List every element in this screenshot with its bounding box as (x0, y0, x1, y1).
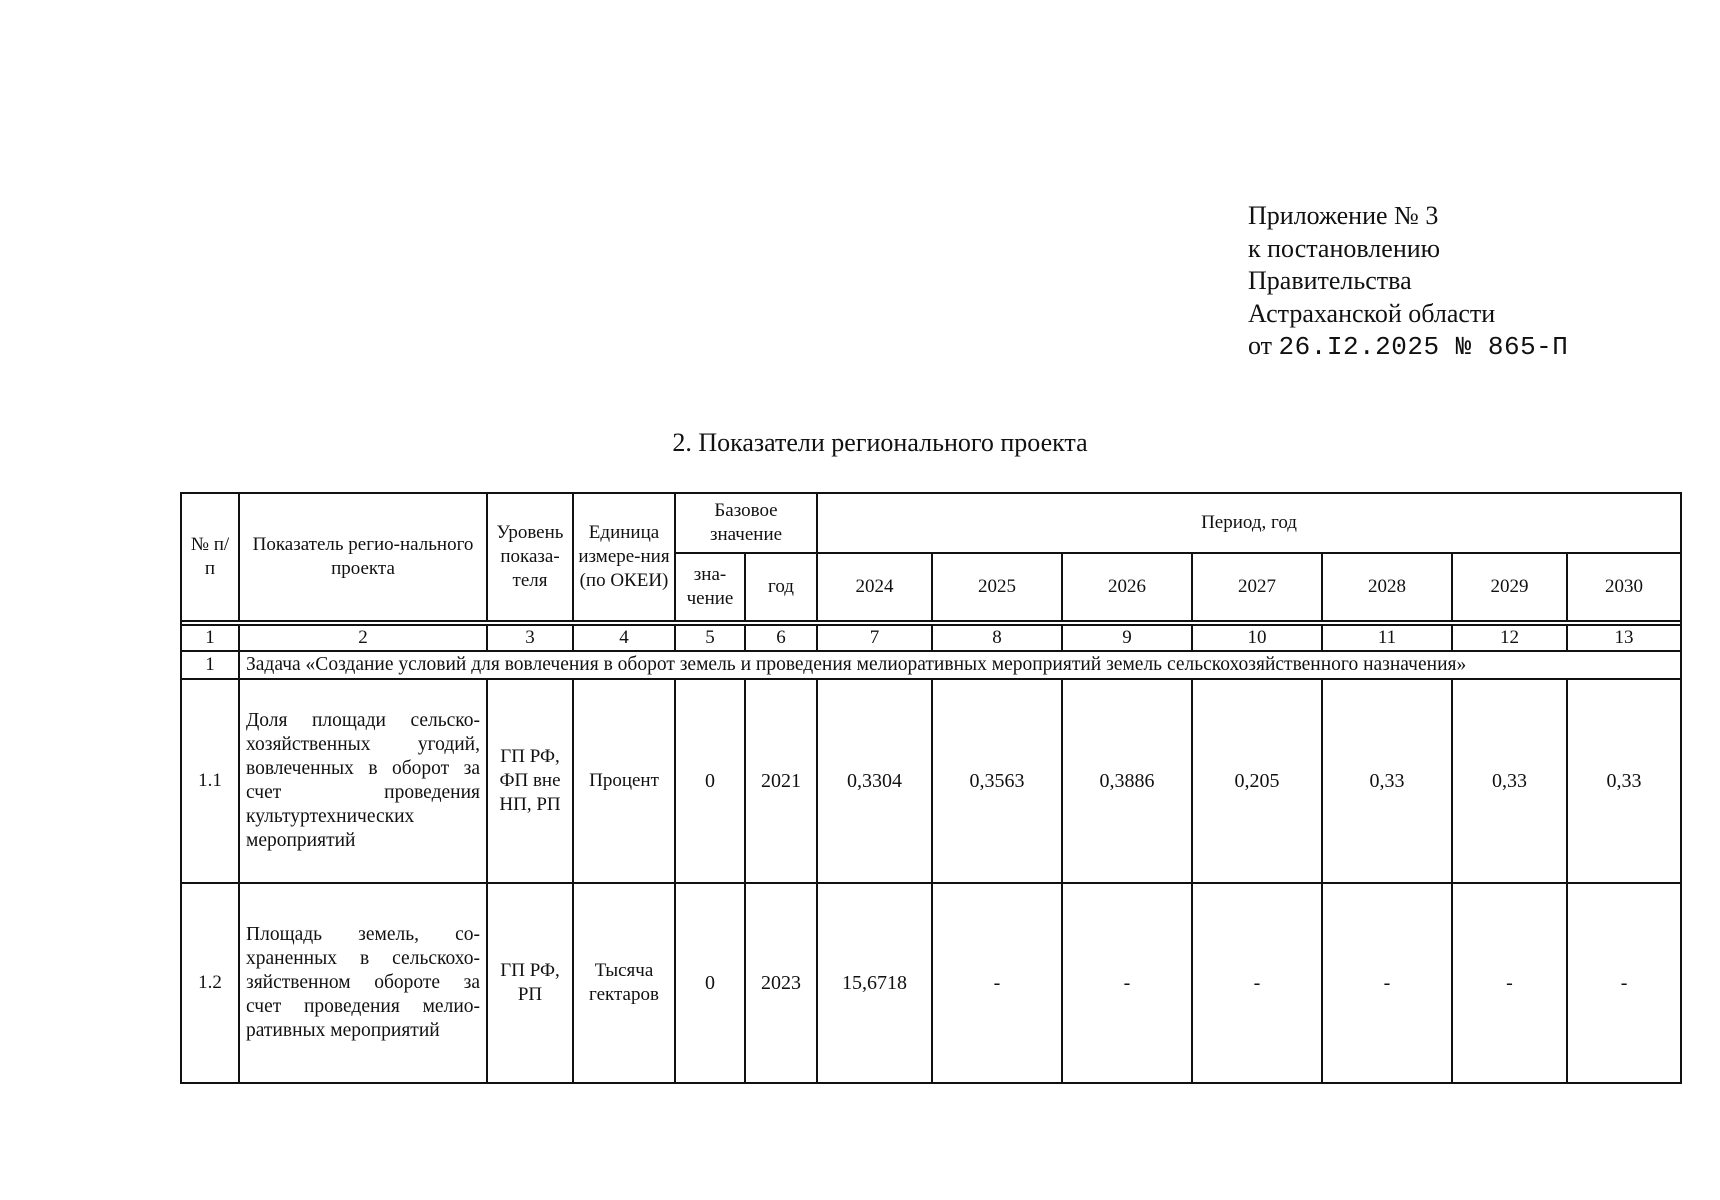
header-row-1 (181, 493, 1681, 553)
row-value-2030: - (1567, 883, 1681, 1083)
row-value-2028: 0,33 (1322, 679, 1452, 883)
appendix-line-4: Астраханской области (1248, 298, 1496, 328)
row-value-2025: 0,3563 (932, 679, 1062, 883)
header-year-2024: 2024 (817, 553, 932, 621)
column-number: 8 (932, 625, 1062, 651)
appendix-line-5 (1248, 330, 1568, 364)
row-base-value: 0 (675, 679, 745, 883)
row-level: ГП РФ, РП (487, 883, 573, 1083)
header-base-value: зна-чение (675, 553, 745, 621)
column-number-row (181, 625, 1681, 651)
task-row (181, 651, 1681, 679)
row-value-2028: - (1322, 883, 1452, 1083)
column-number: 4 (573, 625, 675, 651)
column-number: 11 (1322, 625, 1452, 651)
row-indicator: Площадь земель, со-храненных в сельскохо-зяйственном обороте за счет проведения мелио-ративных мероприятий (239, 883, 487, 1083)
appendix-block (1248, 200, 1568, 364)
row-value-2027: 0,205 (1192, 679, 1322, 883)
row-base-year: 2021 (745, 679, 817, 883)
header-level: Уровень показа-теля (487, 493, 573, 621)
row-value-2029: - (1452, 883, 1567, 1083)
header-year-2026: 2026 (1062, 553, 1192, 621)
appendix-date-number: 26.I2.2025 № 865-П (1278, 332, 1569, 362)
table-row (181, 679, 1681, 883)
column-number: 3 (487, 625, 573, 651)
header-indicator: Показатель регио-нального проекта (239, 493, 487, 621)
row-value-2029: 0,33 (1452, 679, 1567, 883)
row-value-2030: 0,33 (1567, 679, 1681, 883)
column-number: 6 (745, 625, 817, 651)
row-unit: Тысяча гектаров (573, 883, 675, 1083)
row-value-2024: 0,3304 (817, 679, 932, 883)
header-base-year: год (745, 553, 817, 621)
column-number: 2 (239, 625, 487, 651)
row-level: ГП РФ, ФП вне НП, РП (487, 679, 573, 883)
row-unit: Процент (573, 679, 675, 883)
header-year-2029: 2029 (1452, 553, 1567, 621)
header-year-2027: 2027 (1192, 553, 1322, 621)
column-number: 10 (1192, 625, 1322, 651)
task-text: Задача «Создание условий для вовлечения в оборот земель и проведения мелиоративных мероприятий земель сельскохозяйственного назначения» (239, 651, 1681, 679)
header-year-2030: 2030 (1567, 553, 1681, 621)
row-value-2024: 15,6718 (817, 883, 932, 1083)
appendix-line-3: Правительства (1248, 266, 1412, 295)
column-number: 7 (817, 625, 932, 651)
column-number: 12 (1452, 625, 1567, 651)
row-base-year: 2023 (745, 883, 817, 1083)
row-base-value: 0 (675, 883, 745, 1083)
appendix-line-2: к постановлению (1248, 233, 1441, 263)
appendix-line-1: Приложение № 3 (1248, 201, 1439, 230)
table-row (181, 883, 1681, 1083)
header-year-2028: 2028 (1322, 553, 1452, 621)
row-value-2026: 0,3886 (1062, 679, 1192, 883)
section-title: 2. Показатели регионального проекта (672, 428, 1088, 457)
header-year-2025: 2025 (932, 553, 1062, 621)
header-num: № п/п (181, 493, 239, 621)
row-value-2025: - (932, 883, 1062, 1083)
indicators-table (180, 492, 1682, 1084)
appendix-date-prefix: от (1248, 331, 1273, 360)
row-value-2026: - (1062, 883, 1192, 1083)
row-value-2027: - (1192, 883, 1322, 1083)
row-num: 1.1 (181, 679, 239, 883)
column-number: 1 (181, 625, 239, 651)
row-indicator: Доля площади сельско-хозяйственных угодий, вовлеченных в оборот за счет проведения культуртехнических мероприятий (239, 679, 487, 883)
header-unit: Единица измере-ния (по ОКЕИ) (573, 493, 675, 621)
header-base: Базовое значение (675, 493, 817, 553)
header-period: Период, год (817, 493, 1681, 553)
column-number: 9 (1062, 625, 1192, 651)
column-number: 13 (1567, 625, 1681, 651)
task-num: 1 (181, 651, 239, 679)
column-number: 5 (675, 625, 745, 651)
row-num: 1.2 (181, 883, 239, 1083)
